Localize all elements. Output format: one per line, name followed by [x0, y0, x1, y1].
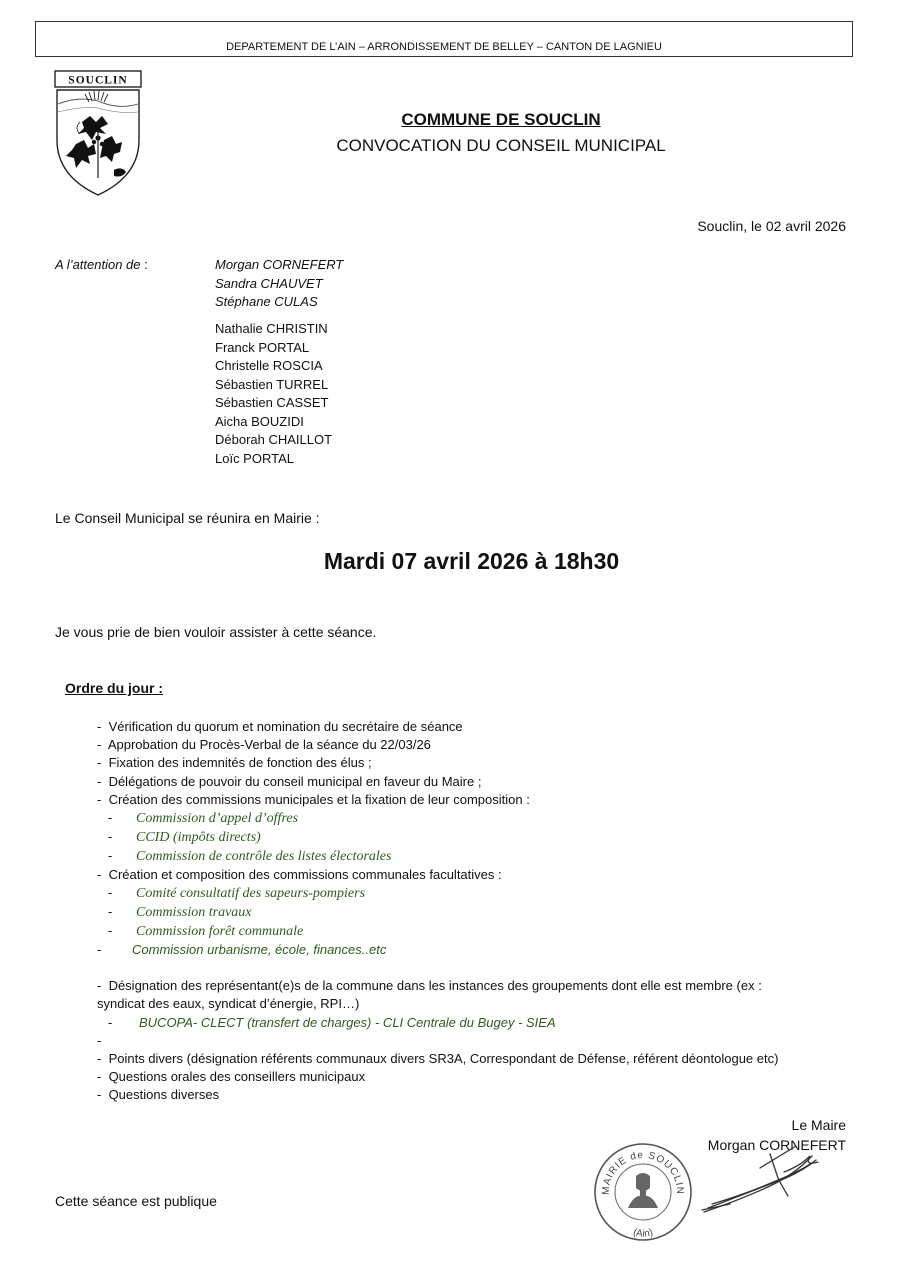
agenda-subitem-text: Comité consultatif des sapeurs-pompiers: [136, 886, 366, 902]
recipients-list: [215, 320, 332, 468]
agenda-subitem-text: BUCOPA- CLECT (transfert de charges) - CLI Centrale du Bugey - SIEA: [139, 1014, 556, 1030]
agenda-item-text: Vérification du quorum et nomination du secrétaire de séance: [108, 719, 463, 734]
agenda-item: - Création des commissions municipales et la fixation de leur composition :: [97, 791, 530, 807]
attention-colon: :: [140, 257, 148, 272]
recipient-name: Morgan CORNEFERT: [215, 257, 344, 272]
agenda-item-text: Approbation du Procès-Verbal de la séance du 22/03/26: [107, 737, 431, 753]
agenda-item: - Approbation du Procès-Verbal de la séance du 22/03/26: [97, 737, 431, 753]
attention-label: [55, 257, 148, 272]
coat-of-arms-logo: [52, 70, 144, 198]
page-subtitle: CONVOCATION DU CONSEIL MUNICIPAL: [336, 136, 666, 155]
agenda-subitem: - Commission travaux: [108, 904, 252, 921]
agenda-item: - Désignation des représentant(e)s de la commune dans les instances des groupements dont elle est membre (ex :: [97, 978, 762, 994]
recipient-name: Aicha BOUZIDI: [215, 413, 304, 429]
recipient-name: Loïc PORTAL: [215, 450, 294, 466]
agenda-subitem-text: Commission d’appel d’offres: [136, 811, 299, 827]
agenda-item: - Questions orales des conseillers municipaux: [97, 1069, 366, 1085]
agenda-subitem: - Comité consultatif des sapeurs-pompiers: [108, 885, 366, 902]
recipient-name: Franck PORTAL: [215, 339, 310, 355]
agenda-item-text: Création et composition des commissions communales facultatives :: [108, 867, 502, 883]
agenda-item: - Fixation des indemnités de fonction des élus ;: [97, 755, 372, 771]
agenda-title: Ordre du jour :: [65, 680, 163, 696]
agenda-subitem-text: Commission travaux: [136, 905, 252, 921]
signature-title: Le Maire: [791, 1117, 846, 1133]
recipient-name: Déborah CHAILLOT: [215, 432, 333, 447]
recipient-name: Nathalie CHRISTIN: [215, 321, 328, 336]
agenda-item-text: Création des commissions municipales et la fixation de leur composition :: [108, 791, 530, 807]
agenda-item-continued: syndicat des eaux, syndicat d’énergie, RPI…): [97, 996, 360, 1012]
agenda-empty-bullet: -: [97, 1032, 102, 1048]
attention-label-text: A l’attention de: [55, 257, 141, 272]
header-text: DEPARTEMENT DE L’AIN – ARRONDISSEMENT DE BELLEY – CANTON DE LAGNIEU: [226, 41, 662, 53]
agenda-item: - Création et composition des commissions communales facultatives :: [97, 867, 502, 883]
mairie-stamp: [592, 1136, 694, 1244]
intro-text: Le Conseil Municipal se réunira en Mairie :: [55, 510, 320, 526]
page-title: COMMUNE DE SOUCLIN: [401, 110, 601, 129]
agenda-subitem: - CCID (impôts directs): [108, 829, 261, 846]
agenda-item-text: Désignation des représentant(e)s de la commune dans les instances des groupements dont elle est membre (ex :: [108, 978, 762, 994]
please-attend-text: Je vous prie de bien vouloir assister à cette séance.: [55, 624, 377, 640]
logo-name: SOUCLIN: [68, 74, 128, 87]
recipient-name: Sébastien CASSET: [215, 395, 329, 410]
svg-text:(Ain): [632, 1227, 655, 1240]
agenda-subitem-text: Commission de contrôle des listes électorales: [136, 849, 392, 865]
agenda-item-text: Fixation des indemnités de fonction des élus ;: [108, 755, 372, 771]
agenda-item: - Délégations de pouvoir du conseil municipal en faveur du Maire ;: [97, 773, 482, 789]
public-session-note: Cette séance est publique: [55, 1193, 217, 1209]
recipients-italic-list: [215, 256, 343, 312]
agenda-subitem-text: CCID (impôts directs): [136, 830, 261, 846]
agenda-item-text: Délégations de pouvoir du conseil municipal en faveur du Maire ;: [108, 773, 482, 789]
agenda-subitem: - Commission d’appel d’offres: [108, 810, 299, 827]
agenda-item: - Questions diverses: [97, 1087, 220, 1103]
recipient-name: Sébastien TURREL: [215, 376, 329, 392]
stamp-bottom-text: (Ain): [631, 1227, 655, 1240]
date-line: Souclin, le 02 avril 2026: [697, 218, 846, 234]
meeting-datetime: Mardi 07 avril 2026 à 18h30: [323, 548, 620, 574]
recipient-name: Christelle ROSCIA: [215, 358, 323, 373]
agenda-subitem: - Commission forêt communale: [108, 923, 304, 940]
recipient-name: Stéphane CULAS: [215, 294, 318, 309]
agenda-item: - Vérification du quorum et nomination du secrétaire de séance: [97, 719, 463, 734]
agenda-subitem-text: Commission urbanisme, école, finances..etc: [132, 942, 387, 958]
agenda-item-text: Questions diverses: [108, 1087, 220, 1103]
agenda-subitem: - Commission urbanisme, école, finances..etc: [97, 942, 387, 958]
header-box: [35, 21, 853, 57]
recipient-name: Sandra CHAUVET: [215, 275, 323, 291]
agenda-subitem-text: Commission forêt communale: [136, 924, 304, 940]
agenda-item: - Points divers (désignation référents communaux divers SR3A, Correspondant de Défense, référent déontologue etc): [97, 1050, 779, 1066]
agenda-item-text: Points divers (désignation référents communaux divers SR3A, Correspondant de Défense, référent déontologue etc): [108, 1050, 779, 1066]
agenda-list: [97, 718, 778, 1104]
agenda-subitem: - BUCOPA- CLECT (transfert de charges) - CLI Centrale du Bugey - SIEA: [108, 1014, 556, 1030]
handwritten-signature: [700, 1138, 850, 1218]
signature-name: Morgan CORNEFERT: [707, 1137, 846, 1153]
stamp-top-text: MAIRIE de SOUCLIN: [600, 1149, 686, 1196]
agenda-subitem: - Commission de contrôle des listes électorales: [108, 848, 392, 865]
agenda-item-text: Questions orales des conseillers municipaux: [108, 1069, 366, 1085]
